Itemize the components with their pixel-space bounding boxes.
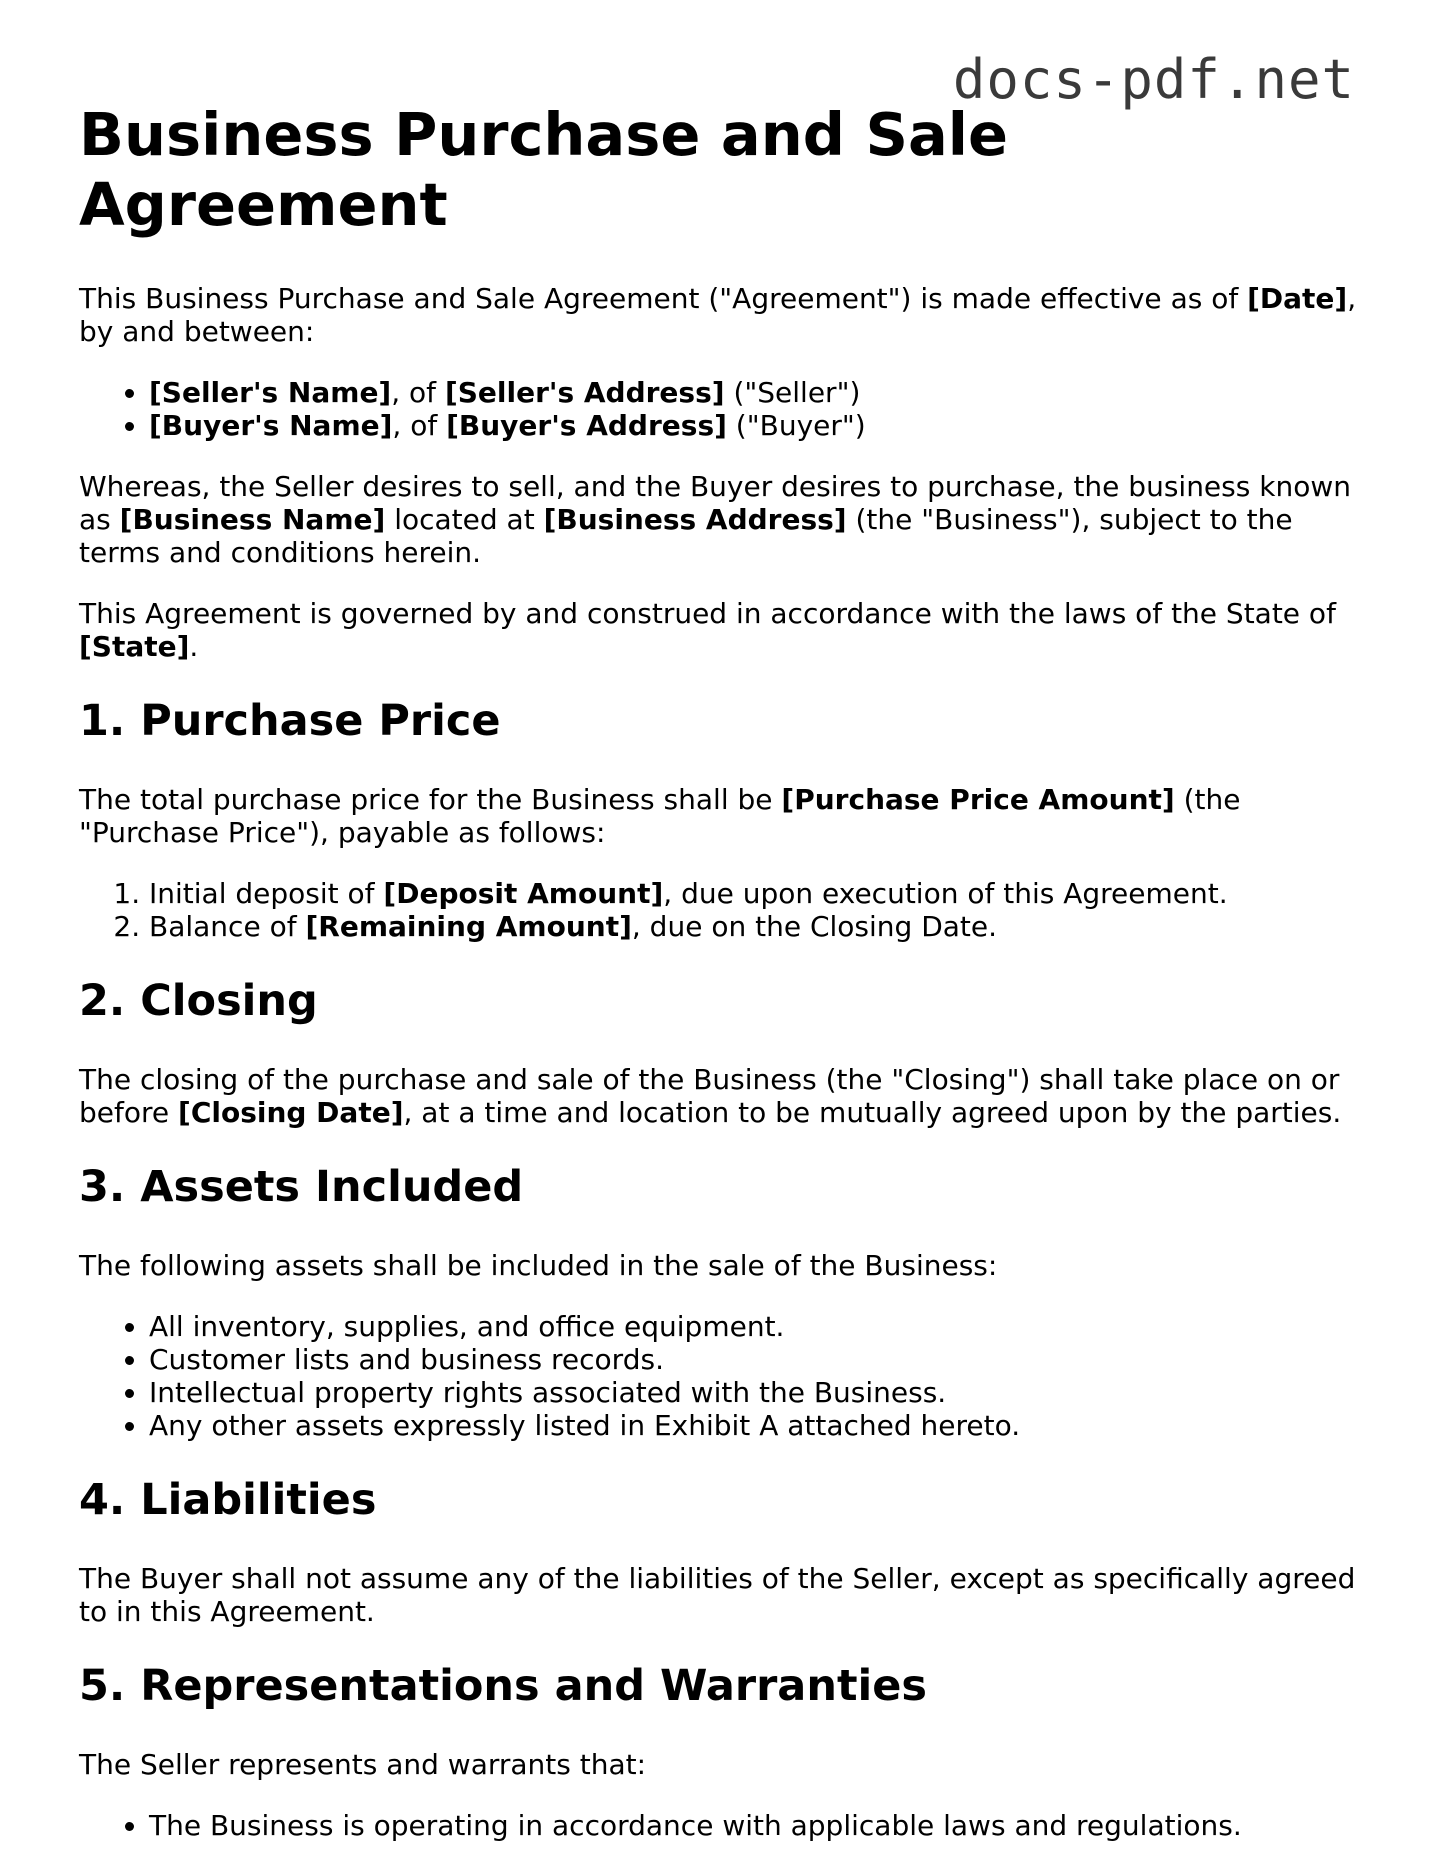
list-item: • Customer lists and business records. bbox=[149, 1343, 1379, 1376]
section-heading: 1. Purchase Price bbox=[79, 696, 501, 746]
assets-list bbox=[79, 1310, 1379, 1442]
section-heading: 3. Assets Included bbox=[79, 1162, 524, 1212]
section-liabilities bbox=[79, 1474, 1379, 1628]
section-representations bbox=[79, 1660, 1379, 1842]
section-assets-included bbox=[79, 1161, 1379, 1442]
section-heading: 4. Liabilities bbox=[79, 1475, 377, 1525]
warranties-list bbox=[79, 1809, 1379, 1842]
list-item: 2. Balance of [Remaining Amount], due on the Closing Date. bbox=[149, 910, 1379, 943]
list-item: • All inventory, supplies, and office equipment. bbox=[149, 1310, 1379, 1343]
section-paragraph: The closing of the purchase and sale of the Business (the "Closing") shall take place on or before [Closing Date], at a time and location to be mutually agreed upon by the parties. bbox=[79, 1063, 1342, 1129]
watermark-text: docs-pdf.net bbox=[952, 48, 1355, 111]
parties-list bbox=[79, 376, 1379, 442]
whereas-paragraph: Whereas, the Seller desires to sell, and the Buyer desires to purchase, the business known as [Business Name] located at [Business Address] (the "Business"), subject to the terms and conditions herein. bbox=[79, 470, 1351, 569]
document-title: Business Purchase and Sale Agreement bbox=[79, 100, 1009, 239]
list-item: • [Seller's Name], of [Seller's Address] ("Seller") bbox=[149, 376, 1379, 409]
section-paragraph: The Buyer shall not assume any of the liabilities of the Seller, except as specifically agreed to in this Agreement. bbox=[79, 1562, 1356, 1628]
section-paragraph: The total purchase price for the Business shall be [Purchase Price Amount] (the "Purchase Price"), payable as follows: bbox=[79, 783, 1241, 849]
section-closing bbox=[79, 975, 1379, 1129]
list-item: • Intellectual property rights associated with the Business. bbox=[149, 1376, 1379, 1409]
governing-law-paragraph: This Agreement is governed by and construed in accordance with the laws of the State of [State]. bbox=[79, 597, 1336, 663]
payment-list bbox=[79, 877, 1379, 943]
section-paragraph: The following assets shall be included in the sale of the Business: bbox=[79, 1249, 998, 1282]
list-item: • The Business is operating in accordance with applicable laws and regulations. bbox=[149, 1809, 1379, 1842]
date-placeholder: [Date] bbox=[1247, 282, 1348, 315]
list-item: 1. Initial deposit of [Deposit Amount], due upon execution of this Agreement. bbox=[149, 877, 1379, 910]
section-purchase-price bbox=[79, 695, 1379, 943]
intro-paragraph: This Business Purchase and Sale Agreement ("Agreement") is made effective as of [Date], by and between: bbox=[79, 282, 1357, 348]
section-heading: 2. Closing bbox=[79, 976, 318, 1026]
section-paragraph: The Seller represents and warrants that: bbox=[79, 1748, 647, 1781]
section-heading: 5. Representations and Warranties bbox=[79, 1661, 927, 1711]
list-item: • [Buyer's Name], of [Buyer's Address] ("Buyer") bbox=[149, 409, 1379, 442]
list-item: • Any other assets expressly listed in Exhibit A attached hereto. bbox=[149, 1409, 1379, 1442]
document-body bbox=[79, 100, 1379, 1870]
